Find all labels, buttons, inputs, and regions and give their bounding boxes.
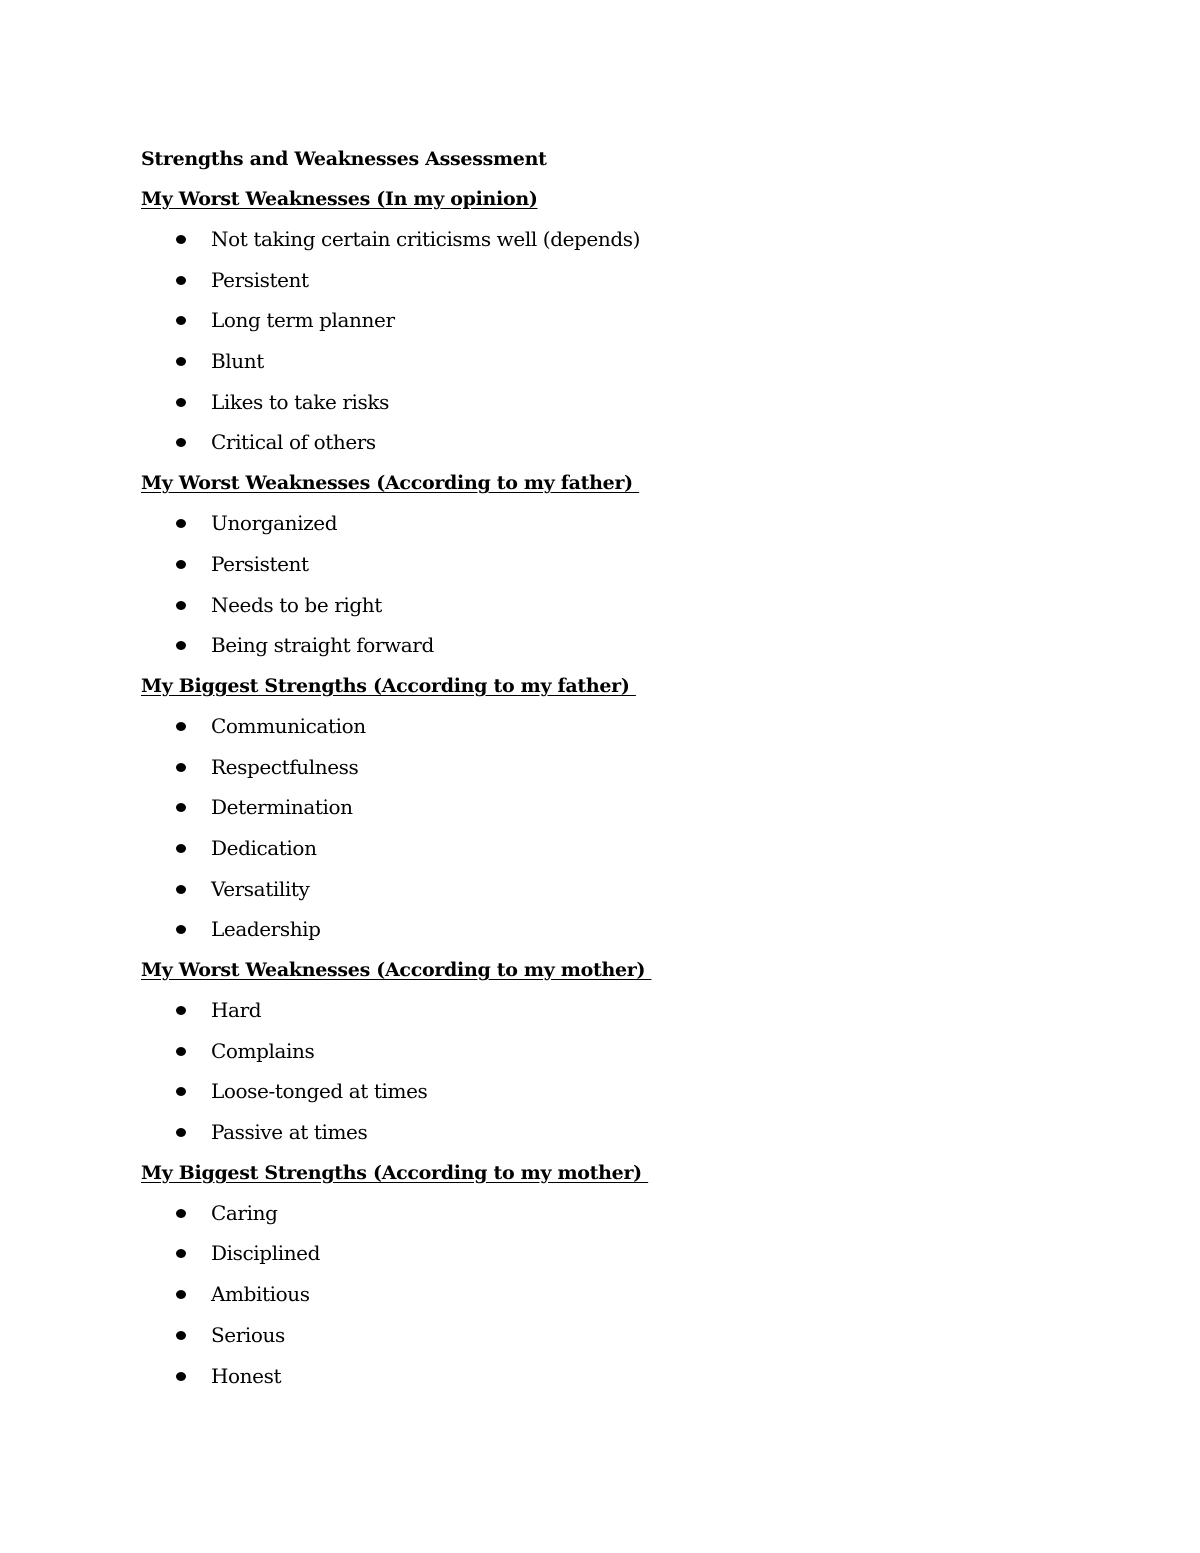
list-item-text: Ambitious [211,1282,310,1307]
list-item [141,1071,1041,1112]
list-item [141,869,1041,910]
bullet-list [141,503,1041,666]
list-item-text: Communication [211,713,366,738]
list-item-text: Dedication [211,835,317,860]
bullet-icon [176,276,186,285]
bullet-icon [176,1128,186,1137]
bullet-icon [176,1006,186,1015]
bullet-icon [176,357,186,366]
list-item-text: Passive at times [211,1120,368,1145]
bullet-list [141,1193,1041,1396]
section-strengths-father [141,666,1041,950]
bullet-icon [176,1331,186,1340]
list-item [141,422,1041,463]
bullet-icon [176,763,186,772]
list-item-text: Being straight forward [211,633,434,658]
bullet-icon [176,438,186,447]
list-item [141,1112,1041,1153]
bullet-icon [176,560,186,569]
section-heading: My Biggest Strengths (According to my father) [141,674,636,697]
document-body [141,139,1041,1396]
section-heading: My Worst Weaknesses (In my opinion) [141,188,538,210]
list-item-text: Disciplined [211,1241,321,1266]
bullet-icon [176,1249,186,1258]
list-item-text: Caring [211,1200,278,1225]
section-weaknesses-father [141,463,1041,666]
list-item [141,219,1041,260]
section-heading: My Worst Weaknesses (According to my father) [141,472,640,495]
list-item [141,909,1041,950]
bullet-icon [176,1209,186,1218]
list-item [141,1233,1041,1274]
bullet-icon [176,844,186,853]
bullet-icon [176,1290,186,1299]
list-item-text: Long term planner [211,308,395,333]
list-item [141,260,1041,301]
bullet-list [141,219,1041,463]
list-item [141,341,1041,382]
list-item-text: Not taking certain criticisms well (depends) [211,227,641,251]
list-item [141,585,1041,626]
bullet-icon [176,885,186,894]
document-title: Strengths and Weaknesses Assessment [141,148,547,170]
list-item [141,990,1041,1031]
bullet-icon [176,803,186,812]
list-item [141,1356,1041,1397]
list-item [141,706,1041,747]
list-item [141,787,1041,828]
bullet-icon [176,398,186,407]
bullet-icon [176,641,186,650]
list-item [141,1274,1041,1315]
list-item-text: Blunt [211,349,264,374]
bullet-icon [176,601,186,610]
list-item-text: Unorganized [211,511,338,536]
list-item [141,382,1041,423]
bullet-list [141,706,1041,950]
section-heading: My Biggest Strengths (According to my mother) [141,1161,649,1184]
list-item-text: Loose-tonged at times [211,1079,428,1104]
bullet-icon [176,925,186,934]
section-strengths-mother [141,1153,1041,1396]
bullet-list [141,990,1041,1153]
bullet-icon [176,722,186,731]
list-item-text: Honest [211,1363,282,1388]
section-heading: My Worst Weaknesses (According to my mother) [141,959,652,981]
list-item-text: Versatility [211,876,310,901]
bullet-icon [176,316,186,325]
bullet-icon [176,1087,186,1096]
list-item-text: Needs to be right [211,592,382,617]
section-weaknesses-own-opinion [141,179,1041,463]
list-item [141,625,1041,666]
list-item-text: Complains [211,1038,315,1063]
list-item [141,747,1041,788]
list-item-text: Likes to take risks [211,389,389,414]
list-item-text: Determination [211,795,353,820]
list-item-text: Serious [211,1322,285,1347]
list-item-text: Persistent [211,551,309,576]
list-item-text: Critical of others [211,430,376,455]
list-item [141,1193,1041,1234]
list-item-text: Leadership [211,917,321,942]
list-item [141,828,1041,869]
bullet-icon [176,519,186,528]
section-weaknesses-mother [141,950,1041,1153]
bullet-icon [176,235,186,244]
list-item [141,1031,1041,1072]
bullet-icon [176,1372,186,1381]
list-item-text: Respectfulness [211,754,359,779]
bullet-icon [176,1047,186,1056]
list-item-text: Hard [211,998,262,1022]
list-item [141,503,1041,544]
list-item [141,300,1041,341]
list-item-text: Persistent [211,267,309,292]
list-item [141,544,1041,585]
list-item [141,1315,1041,1356]
